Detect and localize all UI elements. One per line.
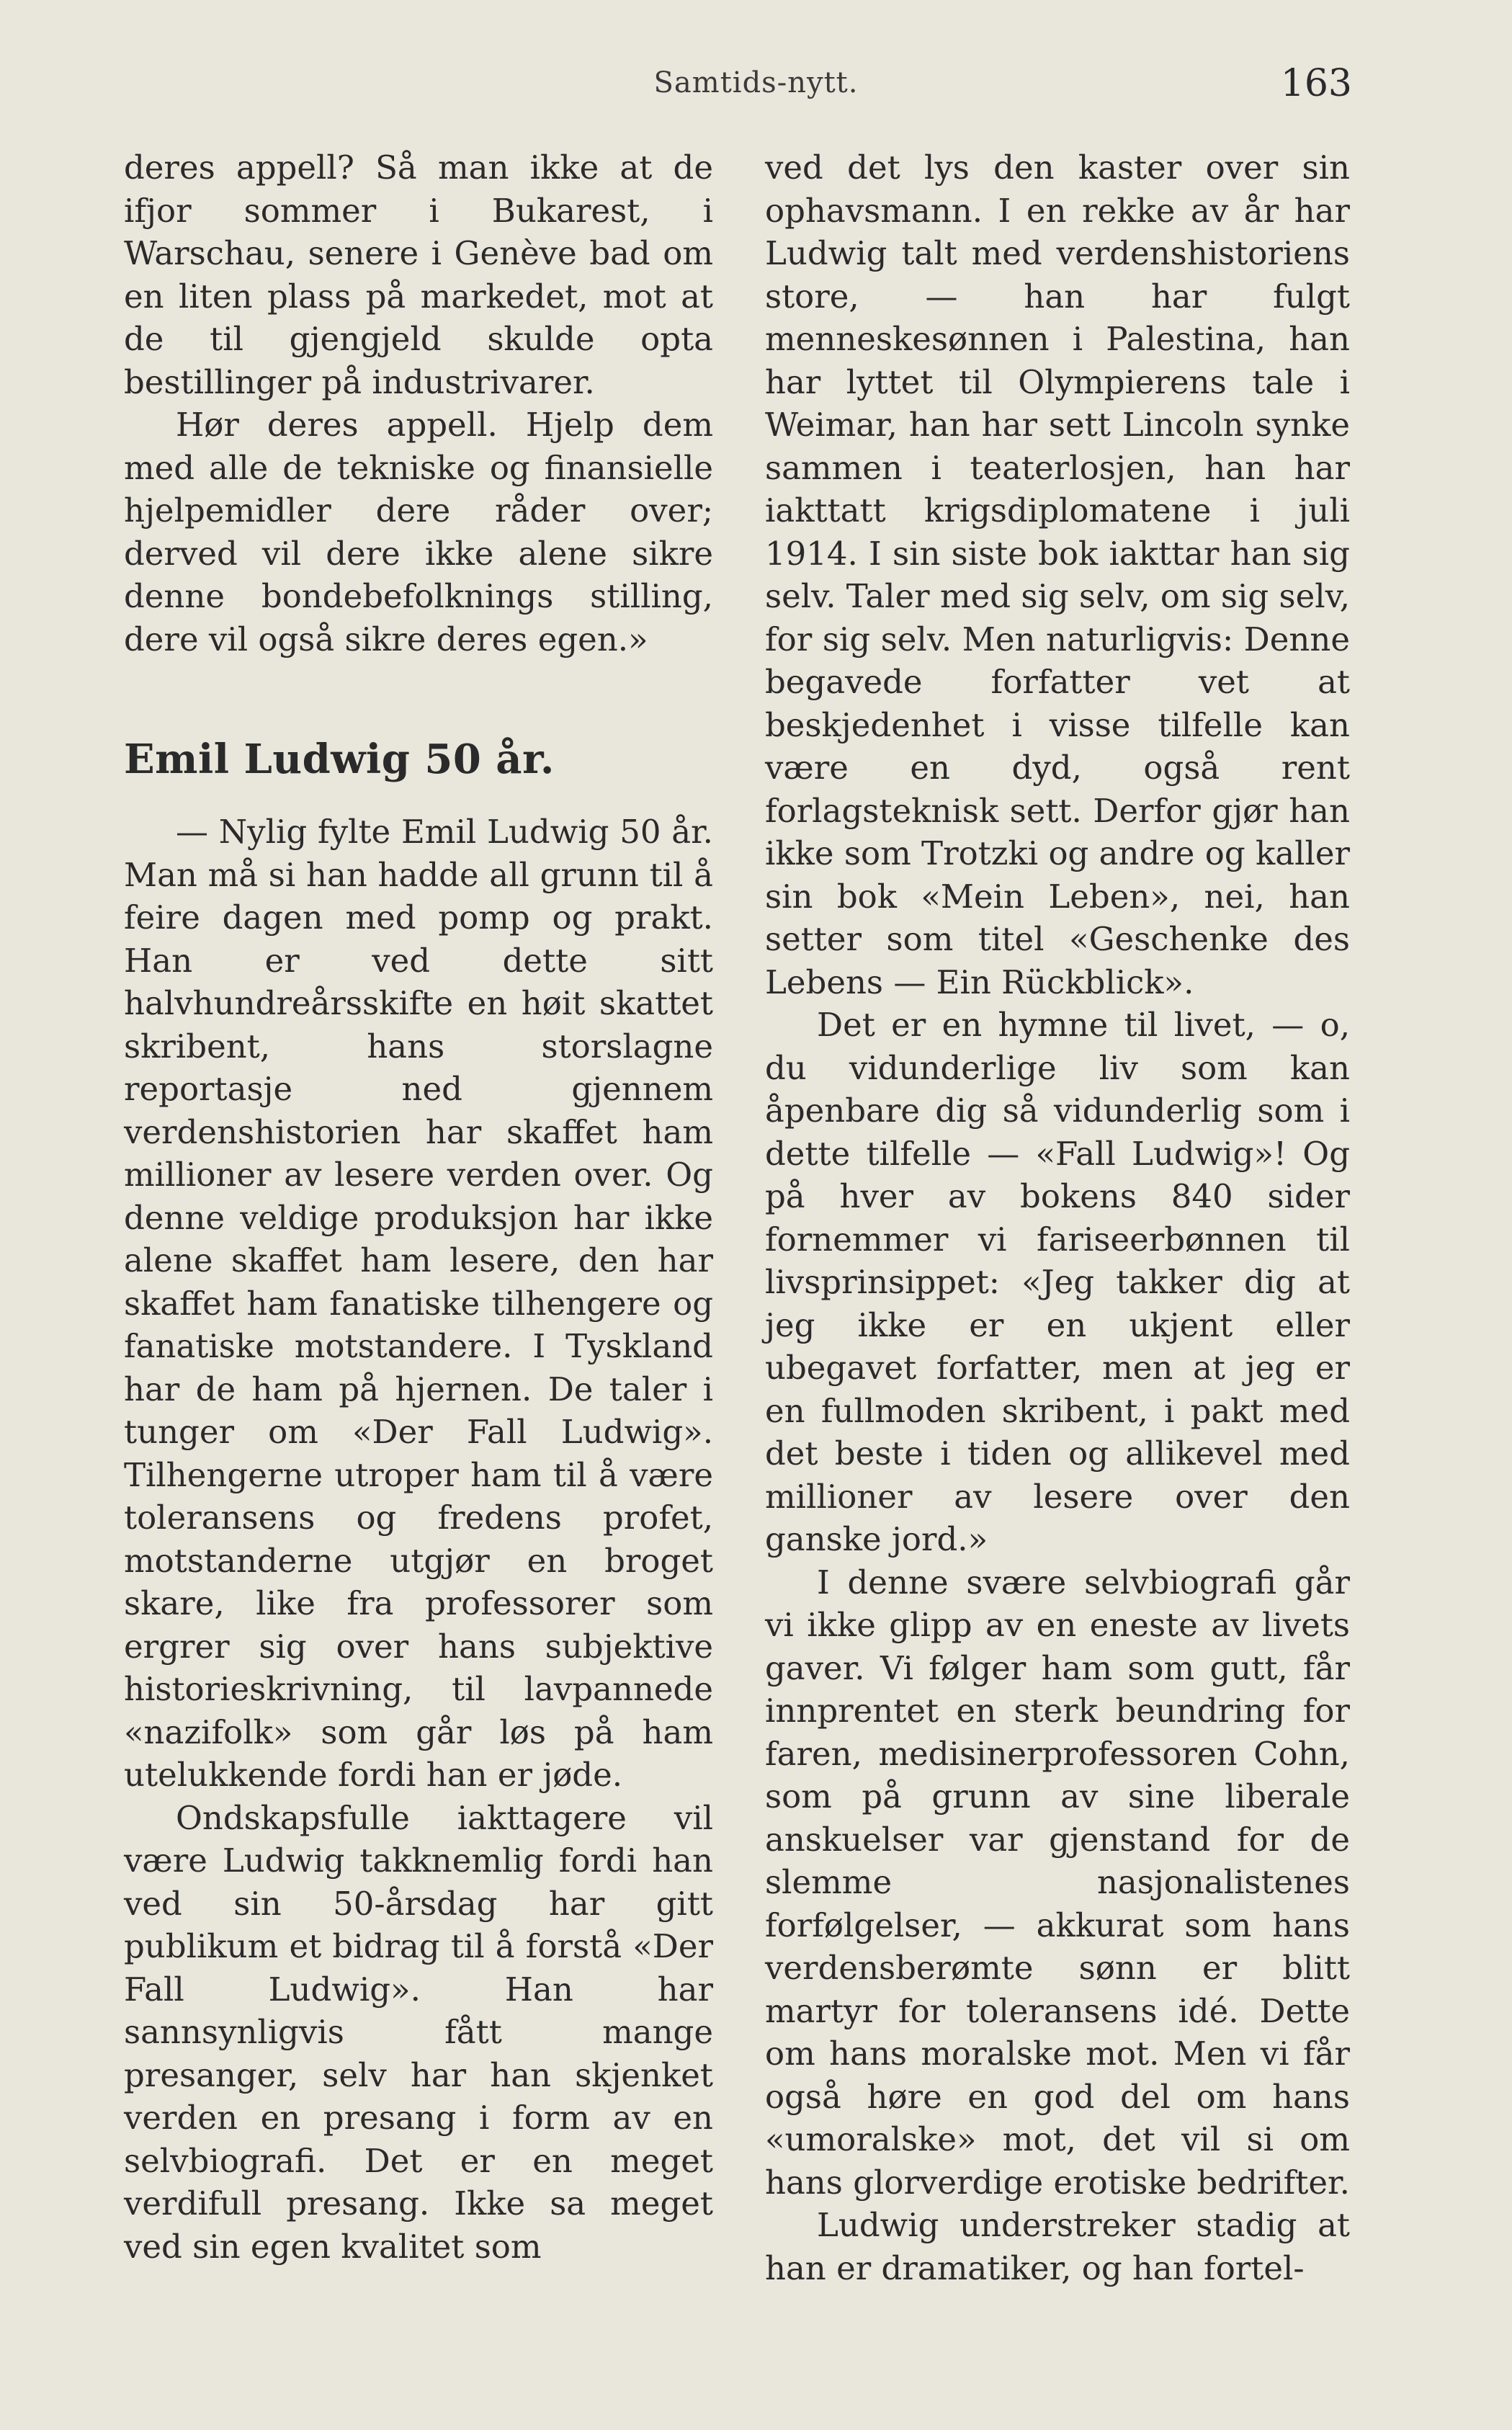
left-paragraph-2: Hør deres appell. Hjelp dem med alle de tekniske og finansielle hjelpemidler dere råder over; derved vil dere ikke alene sikre denne bondebefolknings stilling, dere vil også sikre deres egen.» xyxy=(124,406,713,658)
right-paragraph-3: I denne svære selvbiografi går vi ikke glipp av en eneste av livets gaver. Vi følger ham som gutt, får innprentet en sterk beundring for faren, medisinerprofessoren Cohn, som på grunn av sine liberale anskuelser var gjenstand for de slemme nasjonalistenes forfølgelser, — akkurat som hans verdensberømte sønn er blitt martyr for toleransens idé. Dette om hans moralske mot. Men vi får også høre en god del om hans «umoralske» mot, det vil si om hans glorverdige erotiske bedrifter. xyxy=(765,1563,1350,2202)
right-column xyxy=(765,146,1350,2290)
page-number: 163 xyxy=(1280,62,1352,105)
left-paragraph-3: — Nylig fylte Emil Ludwig 50 år. Man må si han hadde all grunn til å feire dagen med pomp og prakt. Han er ved dette sitt halvhundreårsskifte en høit skattet skribent, hans storslagne reportasje ned gjennem verdenshistorien har skaffet ham millioner av lesere verden over. Og denne veldige produksjon har ikke alene skaffet ham lesere, den har skaffet ham fanatiske tilhengere og fanatiske motstandere. I Tyskland har de ham på hjernen. De taler i tunger om «Der Fall Ludwig». Tilhengerne utroper ham til å være toleransens og fredens profet, motstanderne utgjør en broget skare, like fra professorer som ergrer sig over hans subjektive historieskrivning, til lavpannede «nazifolk» som går løs på ham utelukkende fordi han er jøde. xyxy=(124,813,713,1794)
right-paragraph-2: Det er en hymne til livet, — o, du vidunderlige liv som kan åpenbare dig så vidunderlig som i dette tilfelle — «Fall Ludwig»! Og på hver av bokens 840 sider fornemmer vi fariseerbønnen til livsprinsippet: «Jeg takker dig at jeg ikke er en ukjent eller ubegavet forfatter, men at jeg er en fullmoden skribent, i pakt med det beste i tiden og allikevel med millioner av lesere over den ganske jord.» xyxy=(765,1006,1350,1558)
left-paragraph-1: deres appell? Så man ikke at de ifjor sommer i Bukarest, i Warschau, senere i Genève bad om en liten plass på markedet, mot at de til gjengjeld skulde opta bestillinger på industrivarer. xyxy=(124,148,713,401)
section-heading: Emil Ludwig 50 år. xyxy=(124,736,555,783)
running-title: Samtids-nytt. xyxy=(653,66,859,99)
right-paragraph-1: ved det lys den kaster over sin ophavsmann. I en rekke av år har Ludwig talt med verdenshistoriens store, — han har fulgt menneskesønnen i Palestina, han har lyttet til Olympierens tale i Weimar, han har sett Lincoln synke sammen i teaterlosjen, han har iakttatt krigsdiplomatene i juli 1914. I sin siste bok iakttar han sig selv. Taler med sig selv, om sig selv, for sig selv. Men naturligvis: Denne begavede forfatter vet at beskjedenhet i visse tilfelle kan være en dyd, også rent forlagsteknisk sett. Derfor gjør han ikke som Trotzki og andre og kaller sin bok «Mein Leben», nei, han setter som titel «Geschenke des Lebens — Ein Rückblick». xyxy=(765,148,1350,1001)
right-paragraph-4: Ludwig understreker stadig at han er dramatiker, og han fortel- xyxy=(765,2206,1350,2287)
left-paragraph-4: Ondskapsfulle iakttagere vil være Ludwig takknemlig fordi han ved sin 50-årsdag har gitt publikum et bidrag til å forstå «Der Fall Ludwig». Han har sannsynligvis fått mange presanger, selv har han skjenket verden en presang i form av en selvbiografi. Det er en meget verdifull presang. Ikke sa meget ved sin egen kvalitet som xyxy=(124,1798,713,2266)
left-column xyxy=(124,146,713,2268)
running-head xyxy=(0,62,1512,110)
